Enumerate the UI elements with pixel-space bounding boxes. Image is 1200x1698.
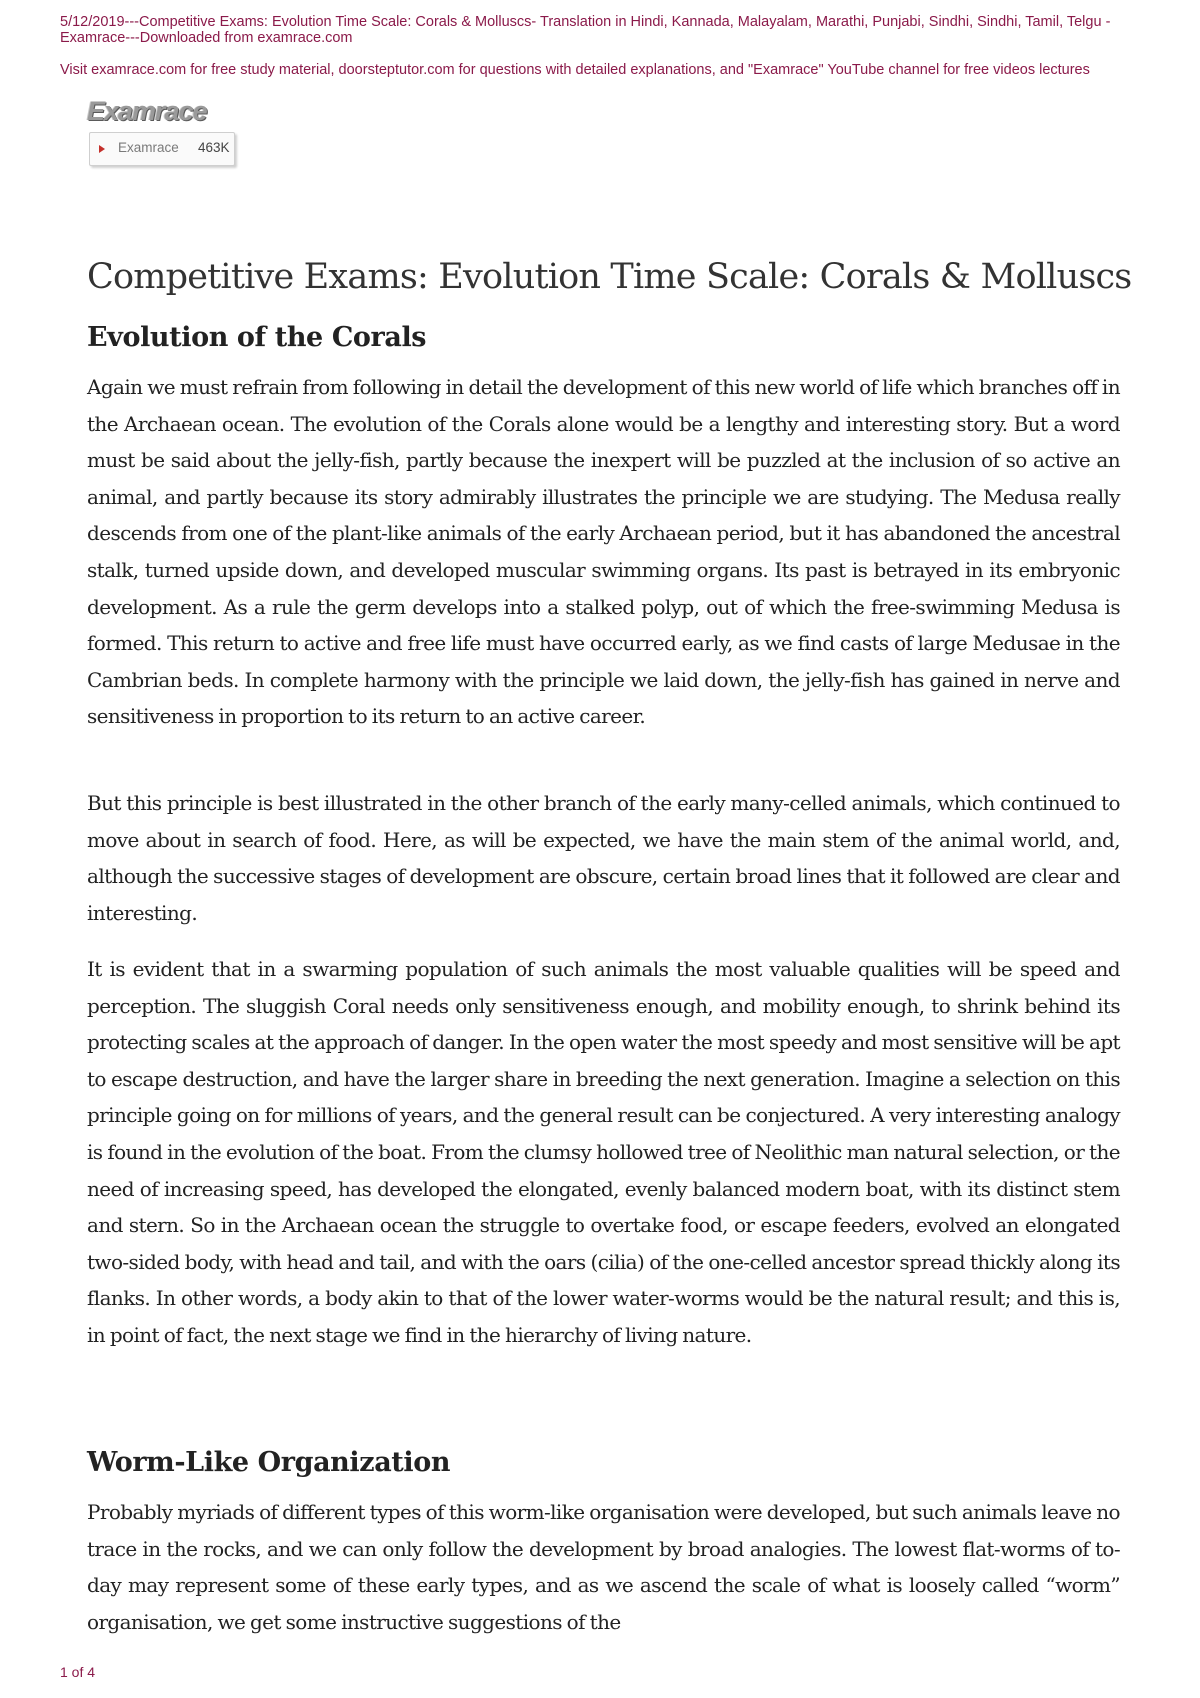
examrace-logo: Examrace — [87, 96, 207, 126]
subscriber-count: 463K — [198, 140, 230, 155]
youtube-play-icon — [99, 145, 105, 153]
examrace-logo-widget — [87, 96, 237, 168]
paragraph: Again we must refrain from following in detail the development of this new world of life which branches off in the Archaean ocean. The evolution of the Corals alone would be a lengthy and interesting story. But a word must be said about the jelly-fish, partly because the inexpert will be puzzled at the inclusion of so active an animal, and partly because its story admirably illustrates the principle we are studying. The Medusa really descends from one of the plant-like animals of the early Archaean period, but it has abandoned the ancestral stalk, turned upside down, and developed muscular swimming organs. Its past is betrayed in its embryonic development. As a rule the germ develops into a stalked polyp, out of which the free-swimming Medusa is formed. This return to active and free life must have occurred early, as we find casts of large Medusae in the Cambrian beds. In complete harmony with the principle we laid down, the jelly-fish has gained in nerve and sensitiveness in proportion to its return to an active career. — [87, 375, 1120, 729]
section-heading-corals: Evolution of the Corals — [87, 322, 427, 353]
subscribe-channel-label: Examrace — [118, 140, 179, 155]
header-download-notice: 5/12/2019---Competitive Exams: Evolution Time Scale: Corals & Molluscs- Translation in Hindi, Kannada, Malayalam, Marathi, Punjabi, Sindhi, Sindhi, Tamil, Telgu - Examrace---Downloaded from examrace.com — [60, 14, 1111, 46]
paragraph: Probably myriads of different types of this worm-like organisation were developed, but such animals leave no trace in the rocks, and we can only follow the development by broad analogies. The lowest flat-worms of to-day may represent some of these early types, and as we ascend the scale of what is loosely called “worm” organisation, we get some instructive suggestions of the — [87, 1500, 1120, 1634]
section-heading-worm-like: Worm-Like Organization — [87, 1447, 451, 1478]
paragraph: But this principle is best illustrated in the other branch of the early many-celled animals, which continued to move about in search of food. Here, as will be expected, we have the main stem of the animal world, and, although the successive stages of development are obscure, certain broad lines that it followed are clear and interesting. — [87, 791, 1120, 925]
paragraph: It is evident that in a swarming population of such animals the most valuable qualities will be speed and perception. The sluggish Coral needs only sensitiveness enough, and mobility enough, to shrink behind its protecting scales at the approach of danger. In the open water the most speedy and most sensitive will be apt to escape destruction, and have the larger share in breeding the next generation. Imagine a selection on this principle going on for millions of years, and the general result can be conjectured. A very interesting analogy is found in the evolution of the boat. From the clumsy hollowed tree of Neolithic man natural selection, or the need of increasing speed, has developed the elongated, evenly balanced modern boat, with its distinct stem and stern. So in the Archaean ocean the struggle to overtake food, or escape feeders, evolved an elongated two-sided body, with head and tail, and with the oars (cilia) of the one-celled ancestor spread thickly along its flanks. In other words, a body akin to that of the lower water-worms would be the natural result; and this is, in point of fact, the next stage we find in the hierarchy of living nature. — [87, 957, 1120, 1347]
header-visit-notice: Visit examrace.com for free study material, doorsteptutor.com for questions with detailed explanations, and "Examrace" YouTube channel for free videos lectures — [60, 62, 1090, 78]
youtube-subscribe-button[interactable] — [89, 132, 235, 166]
page-number: 1 of 4 — [60, 1664, 96, 1680]
page-title: Competitive Exams: Evolution Time Scale: Corals & Molluscs — [87, 257, 1132, 297]
